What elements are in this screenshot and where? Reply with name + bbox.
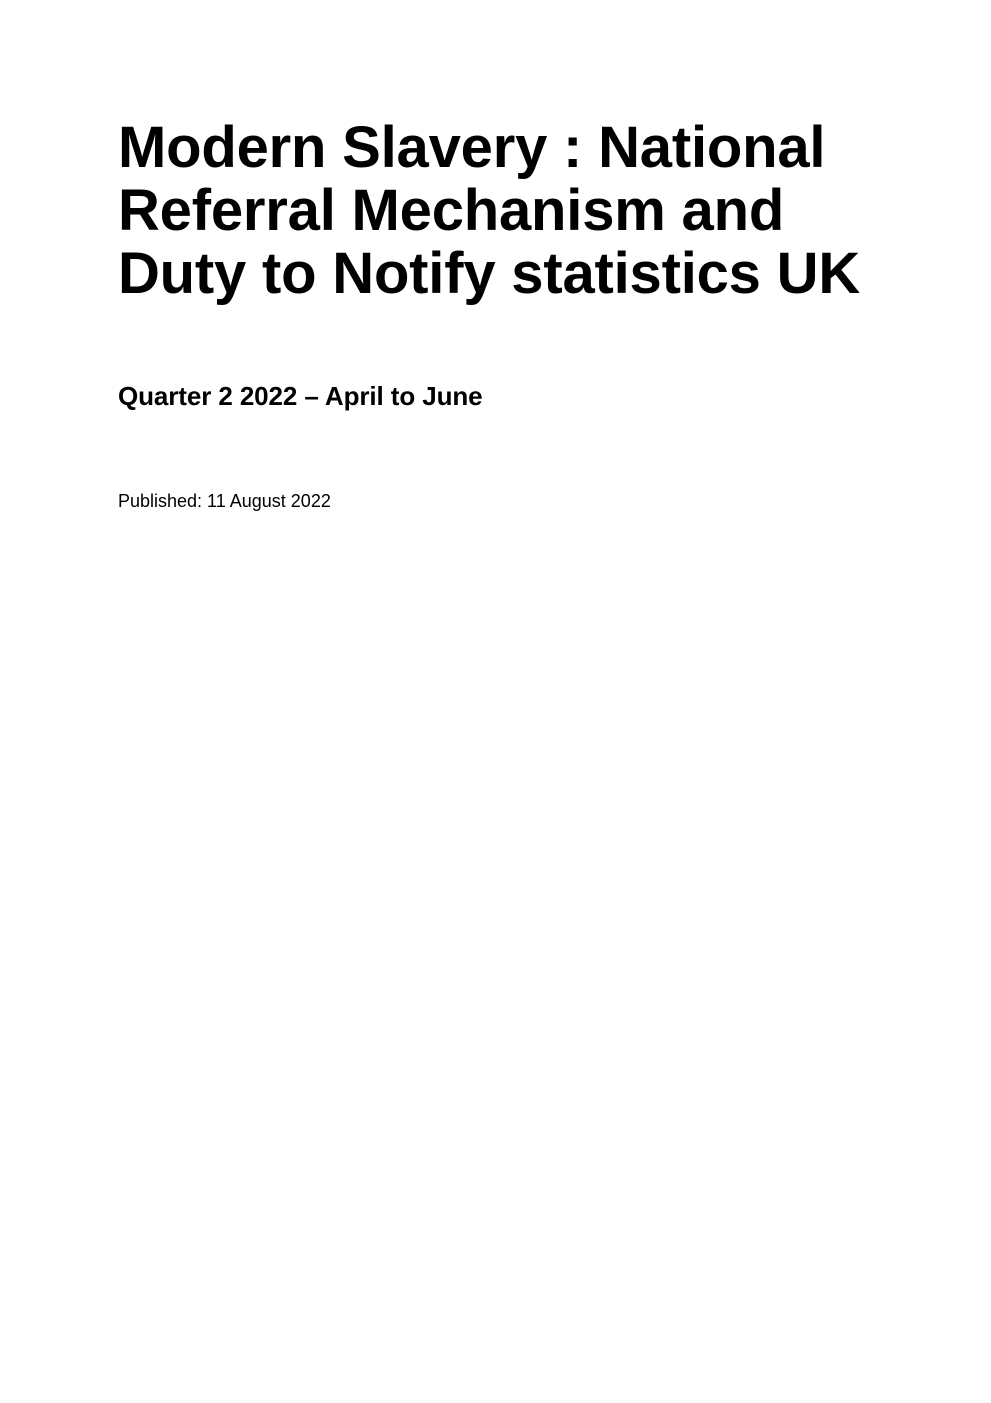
published-date: Published: 11 August 2022 — [118, 491, 331, 511]
page-subtitle: Quarter 2 2022 – April to June — [118, 381, 483, 411]
page-title-line-3: Duty to Notify statistics UK — [118, 241, 861, 306]
page-title-line-2: Referral Mechanism and — [118, 178, 785, 243]
page-title — [118, 115, 861, 306]
page-title-line-1: Modern Slavery : National — [118, 115, 826, 180]
